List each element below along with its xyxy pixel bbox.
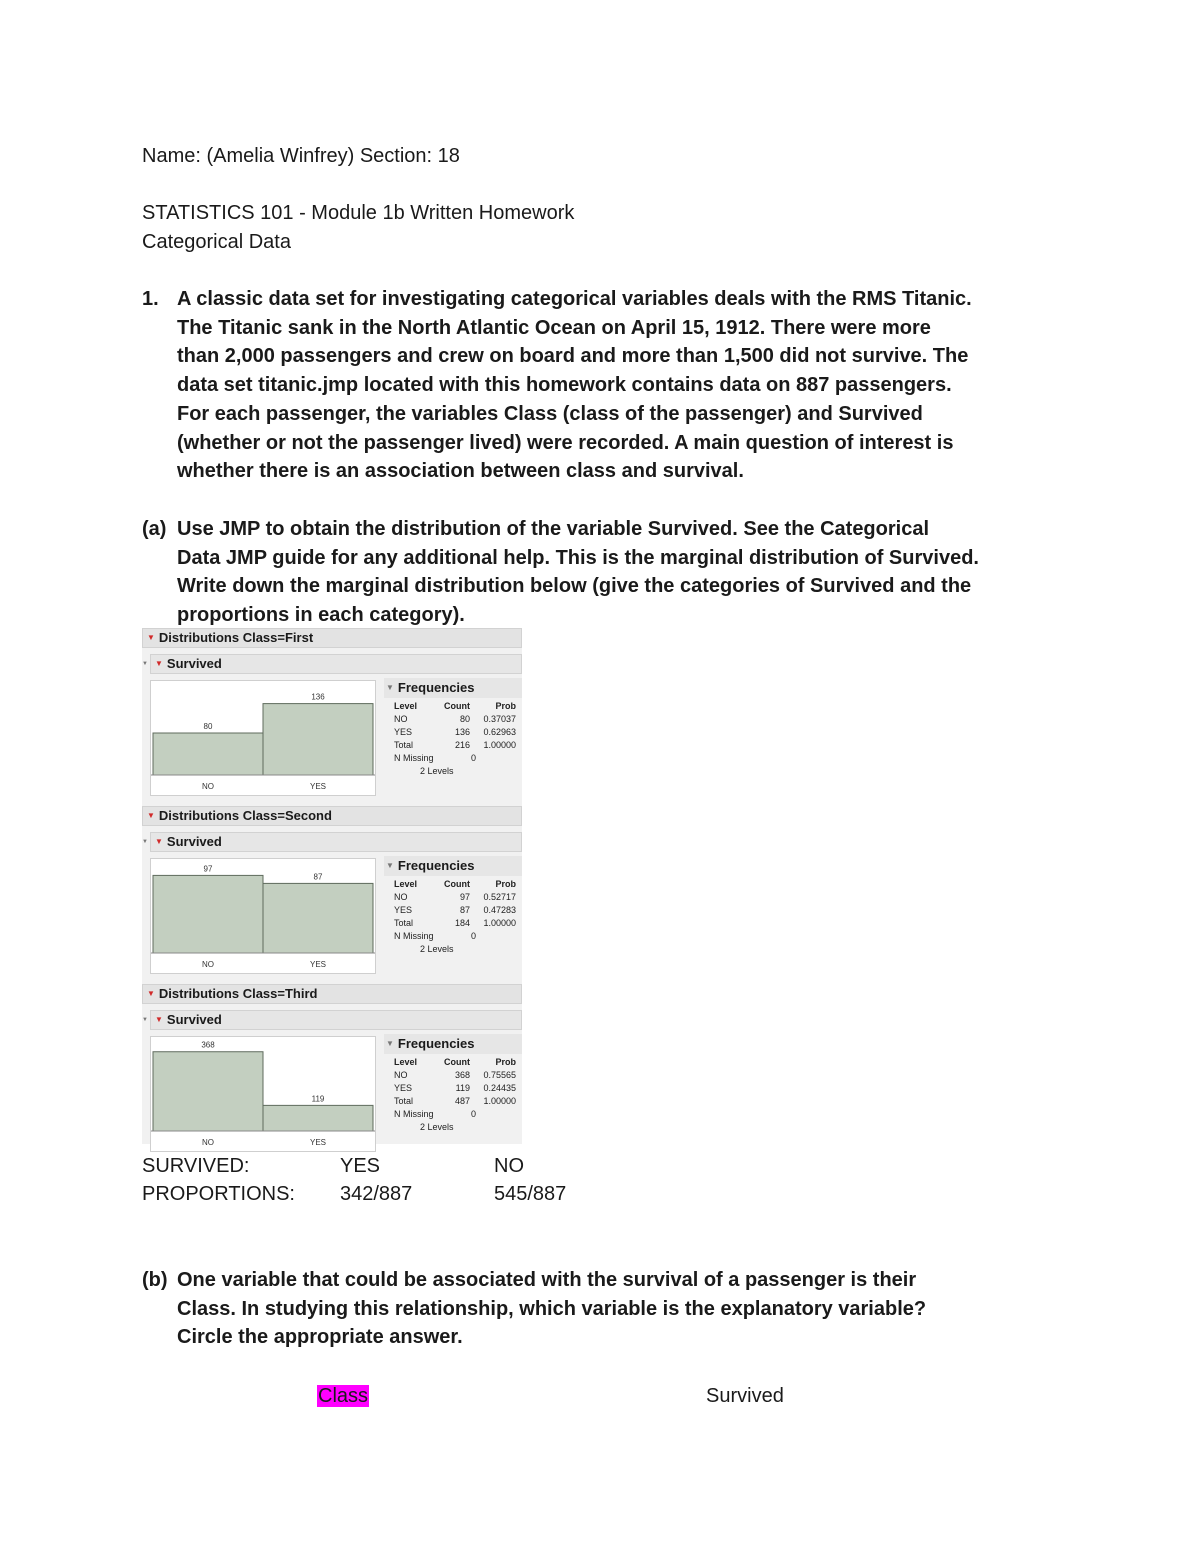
cell-count: 87 [459, 905, 470, 915]
answer-yes-header: YES [340, 1155, 381, 1177]
bar-chart-svg [151, 859, 375, 973]
answer-yes-proportion: 342/887 [340, 1183, 413, 1205]
q1-line: whether there is an association between class and survival. [177, 460, 744, 483]
part-a-line: proportions in each category). [177, 604, 465, 627]
part-a-line: Write down the marginal distribution below (give the categories of Survived and the [177, 575, 972, 598]
bar-chart-svg [151, 1037, 375, 1151]
col-level: Level [394, 1057, 418, 1067]
part-a-line: Use JMP to obtain the distribution of the variable Survived. See the Categorical [177, 518, 930, 540]
bar-yes[interactable] [263, 1105, 373, 1131]
cell-count: 216 [454, 740, 470, 750]
cell-count: 368 [454, 1070, 470, 1080]
cell-prob: 1.00000 [483, 1096, 516, 1106]
variable-header[interactable] [150, 832, 522, 852]
distribution-header[interactable] [142, 984, 522, 1004]
part-a-text [177, 515, 1077, 630]
course-title: STATISTICS 101 - Module 1b Written Homework [142, 202, 575, 224]
cell-prob: 0.37037 [483, 714, 516, 724]
question-number: 1. [142, 288, 159, 310]
answer-no-header: NO [494, 1155, 524, 1177]
cell-level: NO [394, 714, 408, 724]
levels-label: 2 Levels [420, 766, 454, 776]
distribution-header[interactable] [142, 628, 522, 648]
cell-level: YES [394, 1083, 413, 1093]
cell-prob: 1.00000 [483, 740, 516, 750]
red-triangle-icon[interactable]: ▼ [155, 837, 163, 846]
q1-line: For each passenger, the variables Class (class of the passenger) and Survived [177, 402, 923, 425]
missing-value: 0 [470, 753, 476, 763]
category-tick-label: NO [202, 1138, 214, 1147]
frequencies-header[interactable] [384, 678, 522, 698]
category-tick-label: NO [202, 782, 214, 791]
bar-chart-svg [151, 681, 375, 795]
part-b-line: Class. In studying this relationship, which variable is the explanatory variable? [177, 1297, 927, 1320]
col-prob: Prob [495, 879, 516, 889]
cell-level: Total [394, 740, 414, 750]
col-level: Level [394, 701, 418, 711]
cell-count: 184 [454, 918, 470, 928]
bar-value-label: 119 [311, 1094, 325, 1104]
levels-label: 2 Levels [420, 944, 454, 954]
category-tick-label: YES [309, 1138, 327, 1147]
disclosure-icon[interactable]: ▼ [386, 861, 394, 870]
frequencies-header[interactable] [384, 856, 522, 876]
distribution-header[interactable] [142, 806, 522, 826]
disclosure-icon[interactable]: ▼ [386, 1039, 394, 1048]
part-b-text [177, 1266, 1077, 1352]
q1-line: A classic data set for investigating categorical variables deals with the RMS Titanic. [177, 288, 972, 310]
distribution-title: Distributions Class=First [158, 630, 314, 645]
cell-prob: 0.24435 [483, 1083, 516, 1093]
cell-count: 80 [459, 714, 470, 724]
bar-chart [150, 1036, 376, 1152]
option-class-selected[interactable] [317, 1382, 369, 1411]
cell-prob: 0.52717 [483, 892, 516, 902]
question-1-text [177, 285, 1077, 486]
variable-title: Survived [166, 834, 222, 849]
q1-line: (whether or not the passenger lived) were recorded. A main question of interest is [177, 431, 954, 454]
answer-proportions-label: PROPORTIONS: [142, 1183, 295, 1205]
cell-level: NO [394, 1070, 408, 1080]
frequencies-header[interactable] [384, 1034, 522, 1054]
bar-value-label: 136 [311, 692, 325, 702]
cell-prob: 0.75565 [483, 1070, 516, 1080]
bar-yes[interactable] [263, 704, 373, 775]
cell-level: YES [394, 905, 413, 915]
student-name-line: Name: (Amelia Winfrey) Section: 18 [142, 145, 460, 167]
category-tick-label: YES [309, 782, 327, 791]
category-tick-label: NO [202, 960, 214, 969]
red-triangle-icon[interactable]: ▼ [155, 659, 163, 668]
distribution-panel [142, 984, 522, 1162]
bar-chart [150, 858, 376, 974]
part-a-line: Data JMP guide for any additional help. This is the marginal distribution of Survived. [177, 546, 979, 569]
bar-yes[interactable] [263, 883, 373, 953]
disclosure-icon[interactable]: ▼ [386, 683, 394, 692]
q1-line: The Titanic sank in the North Atlantic Ocean on April 15, 1912. There were more [177, 316, 931, 339]
cell-count: 487 [454, 1096, 470, 1106]
distribution-panel [142, 806, 522, 984]
col-count: Count [444, 879, 470, 889]
variable-header[interactable] [150, 654, 522, 674]
bar-value-label: 80 [203, 722, 213, 731]
cell-count: 97 [459, 892, 470, 902]
bar-no[interactable] [153, 1052, 263, 1131]
bar-no[interactable] [153, 875, 263, 953]
distribution-title: Distributions Class=Second [158, 808, 332, 823]
missing-label: N Missing [394, 1109, 434, 1119]
disclosure-icon[interactable]: ▼ [142, 1017, 148, 1023]
cell-level: YES [394, 727, 413, 737]
col-count: Count [444, 701, 470, 711]
col-prob: Prob [495, 701, 516, 711]
red-triangle-icon[interactable]: ▼ [147, 633, 155, 642]
cell-count: 136 [454, 727, 470, 737]
missing-label: N Missing [394, 931, 434, 941]
part-b-line: One variable that could be associated with the survival of a passenger is their [177, 1269, 917, 1291]
answer-no-proportion: 545/887 [494, 1183, 567, 1205]
bar-no[interactable] [153, 733, 263, 775]
red-triangle-icon[interactable]: ▼ [155, 1015, 163, 1024]
missing-value: 0 [470, 931, 476, 941]
part-a-label: (a) [142, 518, 167, 540]
cell-prob: 0.62963 [483, 727, 516, 737]
part-b-label: (b) [142, 1269, 168, 1291]
missing-label: N Missing [394, 753, 434, 763]
cell-level: Total [394, 918, 414, 928]
missing-value: 0 [470, 1109, 476, 1119]
distribution-title: Distributions Class=Third [158, 986, 318, 1001]
cell-count: 119 [455, 1083, 470, 1093]
cell-level: Total [394, 1096, 414, 1106]
cell-prob: 1.00000 [483, 918, 516, 928]
variable-title: Survived [166, 656, 222, 671]
bar-chart [150, 680, 376, 796]
col-count: Count [444, 1057, 470, 1067]
variable-header[interactable] [150, 1010, 522, 1030]
topic-title: Categorical Data [142, 231, 291, 253]
category-tick-label: YES [309, 960, 327, 969]
frequencies-title: Frequencies [397, 1036, 475, 1051]
disclosure-icon[interactable]: ▼ [142, 839, 148, 845]
cell-prob: 0.47283 [483, 905, 516, 915]
answer-survived-label: SURVIVED: [142, 1155, 250, 1177]
bar-value-label: 87 [313, 872, 323, 882]
col-prob: Prob [495, 1057, 516, 1067]
disclosure-icon[interactable]: ▼ [142, 661, 148, 667]
option-survived[interactable]: Survived [706, 1385, 784, 1407]
col-level: Level [394, 879, 418, 889]
jmp-output-panel [142, 628, 522, 1147]
frequencies-title: Frequencies [397, 858, 475, 873]
distribution-panel [142, 628, 522, 806]
q1-line: than 2,000 passengers and crew on board and more than 1,500 did not survive. The [177, 345, 969, 368]
selected-answer-highlight: Class [318, 1385, 369, 1407]
frequencies-title: Frequencies [397, 680, 475, 695]
bar-value-label: 97 [203, 864, 213, 874]
cell-level: NO [394, 892, 408, 902]
part-b-line: Circle the appropriate answer. [177, 1326, 463, 1349]
levels-label: 2 Levels [420, 1122, 454, 1132]
red-triangle-icon[interactable]: ▼ [147, 811, 155, 820]
bar-value-label: 368 [201, 1040, 215, 1050]
q1-line: data set titanic.jmp located with this homework contains data on 887 passengers. [177, 374, 952, 397]
variable-title: Survived [166, 1012, 222, 1027]
red-triangle-icon[interactable]: ▼ [147, 989, 155, 998]
